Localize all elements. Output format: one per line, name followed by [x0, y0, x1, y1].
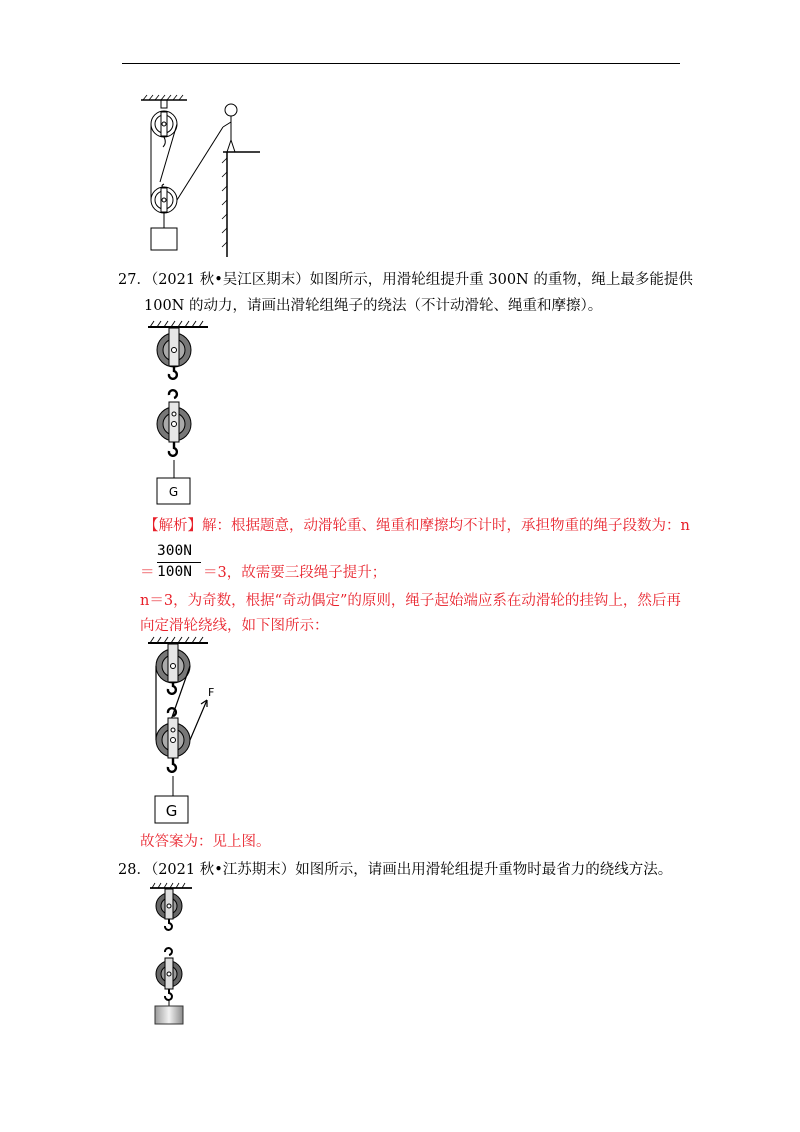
q27-line2: 100N 的动力，请画出滑轮组绳子的绕法（不计动滑轮、绳重和摩擦）。 [144, 298, 603, 314]
figure-solution-pulleys [140, 636, 230, 826]
solution-line1 [144, 517, 690, 535]
fraction-bar [157, 562, 201, 563]
solution-tag: 【解析】 [144, 518, 202, 534]
solution-eq-suffix: ＝3，故需要三段绳子提升； [203, 565, 387, 581]
solution-line1-text: 解：根据题意，动滑轮重、绳重和摩擦均不计时，承担物重的绳子段数为：n [202, 518, 690, 534]
q27-weight-label: G [168, 485, 179, 499]
header-rule [122, 63, 680, 64]
solution-weight-label: G [165, 802, 178, 820]
figure-q28-pulleys [142, 882, 202, 1027]
q27-line1: 27．（2021 秋•吴江区期末）如图所示，用滑轮组提升重 300N 的重物，绳上最多能提供 [118, 272, 693, 288]
figure-q27-pulleys [140, 320, 220, 506]
fraction-numerator: 300N [157, 543, 192, 559]
solution-eq-prefix: ＝ [140, 565, 155, 581]
fraction-denominator: 100N [157, 564, 192, 580]
figure-pulley-person [135, 92, 265, 260]
solution-line3: n＝3，为奇数，根据“奇动偶定”的原则，绳子起始端应系在动滑轮的挂钩上，然后再 [140, 593, 681, 609]
q28-line1: 28．（2021 秋•江苏期末）如图所示，请画出用滑轮组提升重物时最省力的绕线方法。 [118, 862, 673, 878]
force-label: F [208, 686, 215, 699]
solution-answer: 故答案为：见上图。 [140, 834, 271, 850]
solution-line4: 向定滑轮绕线，如下图所示： [140, 618, 329, 634]
